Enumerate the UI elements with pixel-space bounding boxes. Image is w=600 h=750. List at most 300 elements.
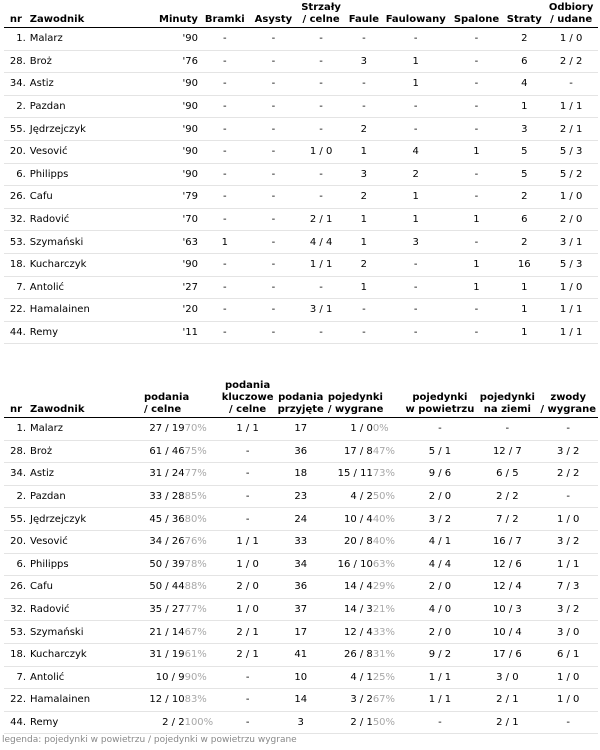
cell-ground-duels: 12 / 4 bbox=[476, 576, 538, 599]
cell-key-passes: 1 / 1 bbox=[220, 418, 276, 441]
cell-fouls: 2 bbox=[345, 118, 383, 141]
cell-losses: 1 bbox=[504, 321, 544, 344]
cell-air-duels: 9 / 6 bbox=[404, 463, 477, 486]
cell-player: Astiz bbox=[28, 463, 142, 486]
cell-fouls: 1 bbox=[345, 231, 383, 254]
cell-player: Malarz bbox=[28, 418, 142, 441]
cell-key-passes: 1 / 1 bbox=[220, 530, 276, 553]
cell-fouls: 2 bbox=[345, 253, 383, 276]
cell-nr: 18. bbox=[4, 253, 28, 276]
cell-duels-pct: 63% bbox=[373, 553, 404, 576]
cell-passes-pct: 77% bbox=[185, 598, 220, 621]
col-dribbles bbox=[538, 380, 598, 418]
cell-minutes: '90 bbox=[141, 140, 200, 163]
cell-fouled: 3 bbox=[383, 231, 449, 254]
table-row bbox=[4, 485, 598, 508]
cell-key-passes: - bbox=[220, 508, 276, 531]
cell-assists: - bbox=[250, 208, 298, 231]
table-row bbox=[4, 711, 598, 734]
cell-goals: 1 bbox=[200, 231, 250, 254]
cell-player: Remy bbox=[28, 321, 141, 344]
cell-dribbles: - bbox=[538, 485, 598, 508]
cell-fouled: 4 bbox=[383, 140, 449, 163]
cell-offsides: - bbox=[449, 118, 505, 141]
col-shots bbox=[297, 2, 345, 28]
table-row bbox=[4, 118, 598, 141]
cell-received: 34 bbox=[276, 553, 326, 576]
cell-goals: - bbox=[200, 186, 250, 209]
cell-passes: 31 / 24 bbox=[142, 463, 185, 486]
cell-player: Vesović bbox=[28, 140, 141, 163]
cell-fouls: 1 bbox=[345, 208, 383, 231]
table-row bbox=[4, 666, 598, 689]
col-passes bbox=[142, 380, 220, 418]
cell-air-duels: 2 / 0 bbox=[404, 576, 477, 599]
cell-shots: - bbox=[297, 50, 345, 73]
col-minutes: Minuty bbox=[141, 2, 200, 28]
cell-received: 41 bbox=[276, 643, 326, 666]
cell-dribbles: 3 / 2 bbox=[538, 440, 598, 463]
col-recv-line1: podania bbox=[278, 392, 324, 403]
col-duels-line2: / wygrane bbox=[327, 404, 384, 415]
cell-ground-duels: 10 / 3 bbox=[476, 598, 538, 621]
col-goals: Bramki bbox=[200, 2, 250, 28]
cell-losses: 16 bbox=[504, 253, 544, 276]
cell-losses: 2 bbox=[504, 186, 544, 209]
cell-key-passes: - bbox=[220, 485, 276, 508]
cell-nr: 18. bbox=[4, 643, 28, 666]
cell-player: Pazdan bbox=[28, 95, 141, 118]
cell-goals: - bbox=[200, 28, 250, 51]
cell-player: Hamalainen bbox=[28, 689, 142, 712]
col-nr: nr bbox=[4, 380, 28, 418]
cell-nr: 1. bbox=[4, 28, 28, 51]
table-row bbox=[4, 208, 598, 231]
cell-dribbles: 1 / 0 bbox=[538, 689, 598, 712]
cell-nr: 2. bbox=[4, 95, 28, 118]
table-row bbox=[4, 621, 598, 644]
cell-key-passes: - bbox=[220, 440, 276, 463]
cell-ground-duels: - bbox=[476, 418, 538, 441]
cell-minutes: '76 bbox=[141, 50, 200, 73]
cell-received: 36 bbox=[276, 440, 326, 463]
cell-tackles: 3 / 1 bbox=[544, 231, 598, 254]
cell-player: Kucharczyk bbox=[28, 643, 142, 666]
cell-dribbles: 3 / 2 bbox=[538, 530, 598, 553]
cell-offsides: 1 bbox=[449, 253, 505, 276]
col-air-line1: pojedynki bbox=[412, 392, 468, 403]
cell-goals: - bbox=[200, 208, 250, 231]
table-row bbox=[4, 28, 598, 51]
cell-assists: - bbox=[250, 28, 298, 51]
cell-passes-pct: 61% bbox=[185, 643, 220, 666]
cell-losses: 6 bbox=[504, 50, 544, 73]
cell-player: Remy bbox=[28, 711, 142, 734]
cell-ground-duels: 10 / 4 bbox=[476, 621, 538, 644]
cell-nr: 53. bbox=[4, 621, 28, 644]
cell-received: 33 bbox=[276, 530, 326, 553]
cell-player: Radović bbox=[28, 208, 141, 231]
cell-minutes: '70 bbox=[141, 208, 200, 231]
cell-passes-pct: 70% bbox=[185, 418, 220, 441]
cell-passes: 2 / 2 bbox=[142, 711, 185, 734]
cell-goals: - bbox=[200, 95, 250, 118]
cell-shots: - bbox=[297, 163, 345, 186]
cell-tackles: 1 / 0 bbox=[544, 276, 598, 299]
cell-duels: 4 / 2 bbox=[326, 485, 373, 508]
cell-offsides: - bbox=[449, 73, 505, 96]
cell-losses: 1 bbox=[504, 276, 544, 299]
cell-duels: 10 / 4 bbox=[326, 508, 373, 531]
cell-dribbles: 3 / 2 bbox=[538, 598, 598, 621]
cell-minutes: '90 bbox=[141, 118, 200, 141]
cell-shots: - bbox=[297, 95, 345, 118]
cell-fouls: 3 bbox=[345, 50, 383, 73]
table-row bbox=[4, 253, 598, 276]
cell-losses: 3 bbox=[504, 118, 544, 141]
cell-fouls: - bbox=[345, 73, 383, 96]
col-fouled: Faulowany bbox=[383, 2, 449, 28]
cell-duels: 14 / 3 bbox=[326, 598, 373, 621]
cell-player: Hamalainen bbox=[28, 299, 141, 322]
cell-assists: - bbox=[250, 50, 298, 73]
col-key-line2: kluczowe bbox=[221, 392, 274, 403]
cell-tackles: 2 / 2 bbox=[544, 50, 598, 73]
cell-nr: 34. bbox=[4, 73, 28, 96]
cell-received: 23 bbox=[276, 485, 326, 508]
cell-ground-duels: 12 / 6 bbox=[476, 553, 538, 576]
cell-passes-pct: 77% bbox=[185, 463, 220, 486]
col-key-line3: / celne bbox=[229, 404, 267, 415]
cell-duels-pct: 29% bbox=[373, 576, 404, 599]
cell-air-duels: 9 / 2 bbox=[404, 643, 477, 666]
table-row bbox=[4, 463, 598, 486]
cell-fouls: - bbox=[345, 95, 383, 118]
cell-tackles: 1 / 0 bbox=[544, 28, 598, 51]
cell-player: Philipps bbox=[28, 163, 141, 186]
cell-losses: 4 bbox=[504, 73, 544, 96]
cell-passes: 21 / 14 bbox=[142, 621, 185, 644]
cell-dribbles: 7 / 3 bbox=[538, 576, 598, 599]
cell-passes-pct: 85% bbox=[185, 485, 220, 508]
cell-player: Pazdan bbox=[28, 485, 142, 508]
cell-minutes: '79 bbox=[141, 186, 200, 209]
cell-losses: 1 bbox=[504, 95, 544, 118]
cell-dribbles: - bbox=[538, 418, 598, 441]
cell-nr: 32. bbox=[4, 208, 28, 231]
cell-passes: 35 / 27 bbox=[142, 598, 185, 621]
cell-dribbles: 3 / 0 bbox=[538, 621, 598, 644]
cell-received: 17 bbox=[276, 418, 326, 441]
cell-fouls: - bbox=[345, 28, 383, 51]
passing-duels-table bbox=[4, 380, 598, 734]
cell-passes-pct: 88% bbox=[185, 576, 220, 599]
col-tackles-line2: / udane bbox=[550, 14, 593, 25]
col-recv-line2: przyjęte bbox=[277, 404, 324, 415]
cell-offsides: - bbox=[449, 231, 505, 254]
table-row bbox=[4, 163, 598, 186]
cell-fouls: 1 bbox=[345, 276, 383, 299]
cell-offsides: - bbox=[449, 186, 505, 209]
col-tackles-line1: Odbiory bbox=[548, 2, 594, 13]
cell-duels: 15 / 11 bbox=[326, 463, 373, 486]
cell-minutes: '11 bbox=[141, 321, 200, 344]
cell-shots: 2 / 1 bbox=[297, 208, 345, 231]
col-passes-line2: / celne bbox=[144, 404, 182, 415]
cell-shots: 4 / 4 bbox=[297, 231, 345, 254]
table-header-row bbox=[4, 2, 598, 28]
cell-offsides: - bbox=[449, 163, 505, 186]
cell-losses: 5 bbox=[504, 140, 544, 163]
table-row bbox=[4, 140, 598, 163]
legend-note: legenda: pojedynki w powietrzu / pojedynki w powietrzu wygrane bbox=[2, 735, 297, 745]
cell-passes: 27 / 19 bbox=[142, 418, 185, 441]
cell-nr: 55. bbox=[4, 118, 28, 141]
cell-ground-duels: 2 / 2 bbox=[476, 485, 538, 508]
cell-nr: 26. bbox=[4, 186, 28, 209]
cell-nr: 28. bbox=[4, 50, 28, 73]
table-row bbox=[4, 95, 598, 118]
cell-passes-pct: 80% bbox=[185, 508, 220, 531]
cell-player: Jędrzejczyk bbox=[28, 508, 142, 531]
cell-duels-pct: 73% bbox=[373, 463, 404, 486]
cell-duels: 16 / 10 bbox=[326, 553, 373, 576]
cell-tackles: 2 / 0 bbox=[544, 208, 598, 231]
cell-fouled: - bbox=[383, 118, 449, 141]
cell-minutes: '90 bbox=[141, 95, 200, 118]
cell-duels: 14 / 4 bbox=[326, 576, 373, 599]
cell-goals: - bbox=[200, 118, 250, 141]
cell-goals: - bbox=[200, 140, 250, 163]
col-offsides: Spalone bbox=[449, 2, 505, 28]
cell-key-passes: 1 / 0 bbox=[220, 598, 276, 621]
cell-passes: 34 / 26 bbox=[142, 530, 185, 553]
cell-duels-pct: 50% bbox=[373, 485, 404, 508]
cell-minutes: '63 bbox=[141, 231, 200, 254]
cell-air-duels: 2 / 0 bbox=[404, 485, 477, 508]
cell-nr: 32. bbox=[4, 598, 28, 621]
cell-player: Antolić bbox=[28, 666, 142, 689]
cell-air-duels: - bbox=[404, 418, 477, 441]
cell-air-duels: 4 / 4 bbox=[404, 553, 477, 576]
cell-passes-pct: 67% bbox=[185, 621, 220, 644]
cell-tackles: 1 / 1 bbox=[544, 95, 598, 118]
cell-key-passes: - bbox=[220, 711, 276, 734]
table-row bbox=[4, 186, 598, 209]
cell-tackles: 1 / 0 bbox=[544, 186, 598, 209]
cell-minutes: '27 bbox=[141, 276, 200, 299]
cell-player: Szymański bbox=[28, 621, 142, 644]
col-assists: Asysty bbox=[250, 2, 298, 28]
col-duels-line1: pojedynki bbox=[327, 392, 383, 403]
cell-duels: 17 / 8 bbox=[326, 440, 373, 463]
cell-duels-pct: 33% bbox=[373, 621, 404, 644]
table-row bbox=[4, 598, 598, 621]
cell-goals: - bbox=[200, 299, 250, 322]
cell-goals: - bbox=[200, 163, 250, 186]
table-row bbox=[4, 418, 598, 441]
cell-player: Kucharczyk bbox=[28, 253, 141, 276]
col-player: Zawodnik bbox=[28, 380, 142, 418]
table-row bbox=[4, 508, 598, 531]
cell-player: Broż bbox=[28, 50, 141, 73]
cell-assists: - bbox=[250, 321, 298, 344]
cell-duels-pct: 0% bbox=[373, 418, 404, 441]
cell-received: 10 bbox=[276, 666, 326, 689]
table-header-row bbox=[4, 380, 598, 418]
cell-goals: - bbox=[200, 253, 250, 276]
cell-losses: 6 bbox=[504, 208, 544, 231]
cell-tackles: 2 / 1 bbox=[544, 118, 598, 141]
cell-ground-duels: 17 / 6 bbox=[476, 643, 538, 666]
table-row bbox=[4, 440, 598, 463]
cell-tackles: 5 / 3 bbox=[544, 253, 598, 276]
cell-nr: 26. bbox=[4, 576, 28, 599]
cell-nr: 6. bbox=[4, 163, 28, 186]
col-duels bbox=[326, 380, 404, 418]
col-player: Zawodnik bbox=[28, 2, 141, 28]
cell-fouled: - bbox=[383, 299, 449, 322]
cell-air-duels: 2 / 0 bbox=[404, 621, 477, 644]
col-ground-line2: na ziemi bbox=[483, 404, 531, 415]
cell-nr: 44. bbox=[4, 321, 28, 344]
cell-ground-duels: 7 / 2 bbox=[476, 508, 538, 531]
cell-offsides: 1 bbox=[449, 208, 505, 231]
col-ground-line1: pojedynki bbox=[479, 392, 535, 403]
cell-player: Jędrzejczyk bbox=[28, 118, 141, 141]
cell-nr: 20. bbox=[4, 530, 28, 553]
cell-duels-pct: 40% bbox=[373, 508, 404, 531]
cell-fouls: 3 bbox=[345, 163, 383, 186]
cell-shots: 3 / 1 bbox=[297, 299, 345, 322]
cell-passes: 31 / 19 bbox=[142, 643, 185, 666]
cell-duels: 3 / 2 bbox=[326, 689, 373, 712]
cell-shots: 1 / 0 bbox=[297, 140, 345, 163]
cell-ground-duels: 2 / 1 bbox=[476, 689, 538, 712]
cell-player: Malarz bbox=[28, 28, 141, 51]
cell-dribbles: 6 / 1 bbox=[538, 643, 598, 666]
cell-air-duels: 5 / 1 bbox=[404, 440, 477, 463]
cell-minutes: '90 bbox=[141, 163, 200, 186]
cell-fouled: - bbox=[383, 253, 449, 276]
cell-air-duels: 4 / 0 bbox=[404, 598, 477, 621]
col-shots-line2: / celne bbox=[302, 14, 340, 25]
cell-player: Astiz bbox=[28, 73, 141, 96]
table-row bbox=[4, 73, 598, 96]
cell-nr: 22. bbox=[4, 689, 28, 712]
cell-assists: - bbox=[250, 276, 298, 299]
cell-nr: 44. bbox=[4, 711, 28, 734]
cell-passes: 12 / 10 bbox=[142, 689, 185, 712]
col-key-line1: podania bbox=[225, 380, 271, 391]
table-row bbox=[4, 530, 598, 553]
cell-losses: 1 bbox=[504, 299, 544, 322]
cell-key-passes: 2 / 1 bbox=[220, 621, 276, 644]
table-row bbox=[4, 276, 598, 299]
cell-duels: 12 / 4 bbox=[326, 621, 373, 644]
col-nr: nr bbox=[4, 2, 28, 28]
cell-dribbles: 1 / 0 bbox=[538, 508, 598, 531]
cell-air-duels: 3 / 2 bbox=[404, 508, 477, 531]
cell-fouled: 1 bbox=[383, 186, 449, 209]
cell-offsides: - bbox=[449, 28, 505, 51]
cell-duels-pct: 21% bbox=[373, 598, 404, 621]
col-tackles bbox=[544, 2, 598, 28]
cell-nr: 28. bbox=[4, 440, 28, 463]
col-races-line2: / wygrane bbox=[540, 404, 596, 415]
cell-ground-duels: 2 / 1 bbox=[476, 711, 538, 734]
cell-fouled: 1 bbox=[383, 208, 449, 231]
col-losses: Straty bbox=[504, 2, 544, 28]
table-row bbox=[4, 553, 598, 576]
cell-passes: 50 / 44 bbox=[142, 576, 185, 599]
cell-dribbles: 1 / 1 bbox=[538, 553, 598, 576]
cell-losses: 2 bbox=[504, 231, 544, 254]
cell-tackles: 1 / 1 bbox=[544, 321, 598, 344]
cell-offsides: 1 bbox=[449, 140, 505, 163]
cell-goals: - bbox=[200, 50, 250, 73]
cell-offsides: - bbox=[449, 50, 505, 73]
cell-dribbles: 2 / 2 bbox=[538, 463, 598, 486]
cell-assists: - bbox=[250, 253, 298, 276]
cell-assists: - bbox=[250, 231, 298, 254]
col-key-passes bbox=[220, 380, 276, 418]
cell-passes: 10 / 9 bbox=[142, 666, 185, 689]
cell-received: 37 bbox=[276, 598, 326, 621]
cell-key-passes: 1 / 0 bbox=[220, 553, 276, 576]
cell-nr: 7. bbox=[4, 276, 28, 299]
cell-shots: - bbox=[297, 28, 345, 51]
table-row bbox=[4, 643, 598, 666]
cell-shots: - bbox=[297, 118, 345, 141]
cell-ground-duels: 16 / 7 bbox=[476, 530, 538, 553]
cell-losses: 5 bbox=[504, 163, 544, 186]
cell-assists: - bbox=[250, 186, 298, 209]
cell-assists: - bbox=[250, 95, 298, 118]
cell-passes: 50 / 39 bbox=[142, 553, 185, 576]
col-fouls: Faule bbox=[345, 2, 383, 28]
cell-shots: - bbox=[297, 73, 345, 96]
cell-received: 24 bbox=[276, 508, 326, 531]
cell-key-passes: - bbox=[220, 463, 276, 486]
cell-nr: 6. bbox=[4, 553, 28, 576]
col-air-duels bbox=[404, 380, 477, 418]
cell-nr: 22. bbox=[4, 299, 28, 322]
cell-minutes: '90 bbox=[141, 73, 200, 96]
cell-fouls: - bbox=[345, 321, 383, 344]
cell-losses: 2 bbox=[504, 28, 544, 51]
cell-duels: 1 / 0 bbox=[326, 418, 373, 441]
cell-duels-pct: 40% bbox=[373, 530, 404, 553]
cell-key-passes: 2 / 0 bbox=[220, 576, 276, 599]
cell-passes-pct: 100% bbox=[185, 711, 220, 734]
cell-passes: 45 / 36 bbox=[142, 508, 185, 531]
table-row bbox=[4, 50, 598, 73]
cell-tackles: 5 / 3 bbox=[544, 140, 598, 163]
cell-player: Cafu bbox=[28, 186, 141, 209]
cell-nr: 55. bbox=[4, 508, 28, 531]
cell-key-passes: - bbox=[220, 689, 276, 712]
cell-air-duels: - bbox=[404, 711, 477, 734]
table-row bbox=[4, 689, 598, 712]
table-row bbox=[4, 321, 598, 344]
cell-fouls: - bbox=[345, 299, 383, 322]
cell-fouled: - bbox=[383, 276, 449, 299]
cell-shots: - bbox=[297, 276, 345, 299]
cell-assists: - bbox=[250, 299, 298, 322]
cell-goals: - bbox=[200, 73, 250, 96]
cell-key-passes: - bbox=[220, 666, 276, 689]
